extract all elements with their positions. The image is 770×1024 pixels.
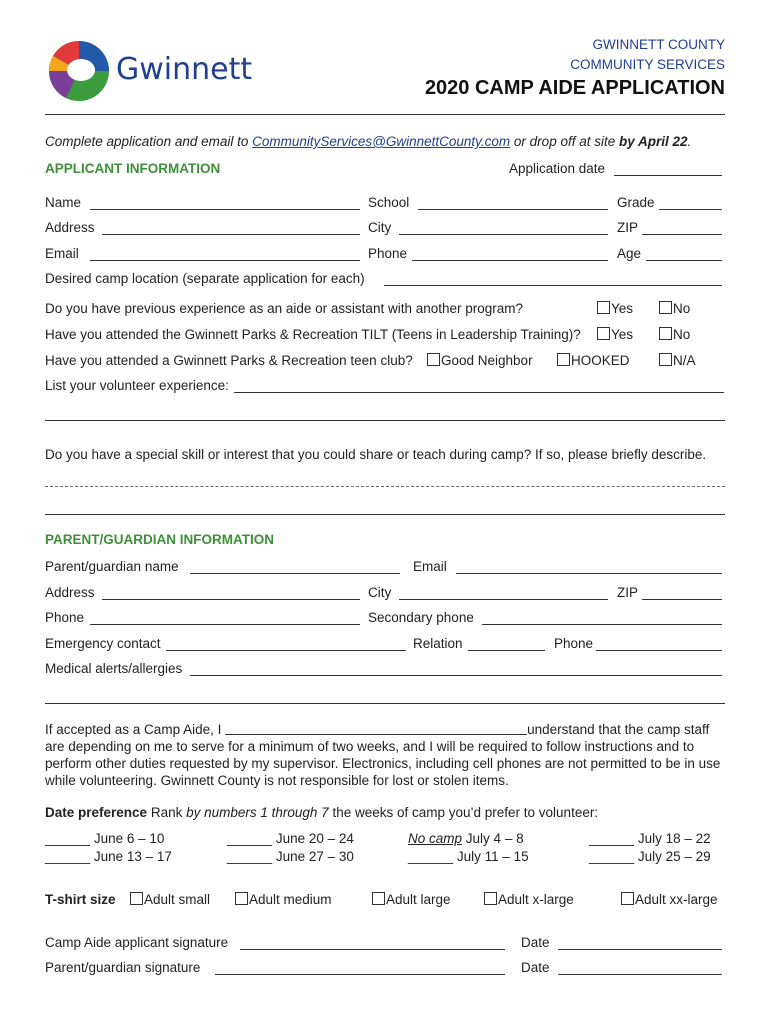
checkbox[interactable] (557, 353, 570, 366)
phone-field[interactable] (412, 260, 608, 261)
parent-heading: PARENT/GUARDIAN INFORMATION (45, 532, 274, 547)
date-pref-rank: Rank (147, 805, 187, 820)
week-4[interactable] (227, 849, 354, 864)
tshirt-small[interactable] (130, 892, 210, 907)
medical-field[interactable] (190, 675, 722, 676)
phone-label: Phone (368, 246, 408, 261)
application-date-label: Application date (509, 161, 606, 176)
tilt-no[interactable] (659, 327, 690, 342)
rank-blank[interactable]: ______ (227, 831, 273, 846)
volunteer-label: List your volunteer experience: (45, 378, 229, 393)
week-label: June 13 – 17 (93, 849, 172, 864)
checkbox[interactable] (484, 892, 497, 905)
name-label: Name (45, 195, 82, 210)
experience-yes[interactable] (597, 301, 633, 316)
parent-date-label: Date (521, 960, 550, 975)
rank-blank[interactable]: ______ (589, 849, 635, 864)
parent-email-label: Email (413, 559, 447, 574)
intro-prefix: Complete application and email to (45, 134, 253, 149)
week-6[interactable] (408, 849, 529, 864)
week-2[interactable] (45, 849, 172, 864)
yes-label: Yes (611, 301, 634, 316)
applicant-date-field[interactable] (558, 949, 722, 950)
intro-end: . (687, 134, 692, 149)
parent-signature-label: Parent/guardian signature (45, 960, 201, 975)
applicant-heading: APPLICANT INFORMATION (45, 161, 221, 176)
week-label: June 20 – 24 (275, 831, 354, 846)
secondary-phone-field[interactable] (482, 624, 722, 625)
city-label: City (368, 220, 392, 235)
org-line-2: COMMUNITY SERVICES (570, 57, 725, 72)
parent-city-label: City (368, 585, 392, 600)
logo-wordmark: Gwinnett (116, 52, 253, 87)
size-label: Adult small (144, 892, 211, 907)
applicant-signature-field[interactable] (240, 949, 505, 950)
week-label: July 4 – 8 (465, 831, 524, 846)
tshirt-xlarge[interactable] (484, 892, 574, 907)
yes-label: Yes (611, 327, 634, 342)
grade-field[interactable] (659, 209, 722, 210)
parent-phone-label: Phone (45, 610, 85, 625)
week-8[interactable] (589, 849, 711, 864)
relation-field[interactable] (468, 650, 545, 651)
application-date-field[interactable] (614, 175, 722, 176)
header-rule (45, 114, 725, 115)
emergency-phone-label: Phone (554, 636, 594, 651)
hooked-label: HOOKED (571, 353, 630, 368)
grade-label: Grade (617, 195, 655, 210)
medical-field-2[interactable] (45, 703, 725, 704)
parent-email-field[interactable] (456, 573, 722, 574)
rank-blank[interactable]: ______ (227, 849, 273, 864)
agreement-text-2: understand that the camp staff are depending on me to serve for a minimum of two weeks, and I will be required to follow instructions and to perform other duties requested by my supervisor. Electronics, including cell phones are not permitted to be in use while volunteering. Gwinnett County is not responsible for lost or stolen items. (45, 722, 721, 788)
name-field[interactable] (90, 209, 360, 210)
checkbox[interactable] (597, 327, 610, 340)
volunteer-field-2[interactable] (45, 420, 725, 421)
tilt-yes[interactable] (597, 327, 633, 342)
tshirt-label: T-shirt size (45, 892, 116, 907)
parent-zip-field[interactable] (642, 599, 722, 600)
date-preference-label (45, 805, 598, 820)
checkbox[interactable] (621, 892, 634, 905)
intro-middle: or drop off at site (510, 134, 619, 149)
size-label: Adult xx-large (635, 892, 718, 907)
parent-phone-field[interactable] (90, 624, 360, 625)
email-link[interactable]: CommunityServices@GwinnettCounty.com (252, 134, 511, 149)
medical-label: Medical alerts/allergies (45, 661, 183, 676)
school-label: School (368, 195, 410, 210)
zip-label: ZIP (617, 220, 639, 235)
experience-question: Do you have previous experience as an aide or assistant with another program? (45, 301, 524, 316)
emergency-contact-field[interactable] (166, 650, 406, 651)
tshirt-medium[interactable] (235, 892, 332, 907)
experience-no[interactable] (659, 301, 690, 316)
date-pref-end: the weeks of camp you’d prefer to volunteer: (328, 805, 599, 820)
gwinnett-logo-mark (48, 40, 110, 102)
checkbox[interactable] (235, 892, 248, 905)
rank-blank[interactable]: ______ (589, 831, 635, 846)
special-skill-question: Do you have a special skill or interest that you could share or teach during camp? If so, please briefly describe. (45, 447, 707, 462)
agreement-paragraph (45, 721, 725, 789)
city-field[interactable] (399, 234, 608, 235)
size-label: Adult large (386, 892, 451, 907)
relation-label: Relation (413, 636, 463, 651)
week-label: July 25 – 29 (637, 849, 711, 864)
size-label: Adult x-large (498, 892, 574, 907)
parent-name-field[interactable] (190, 573, 400, 574)
week-7[interactable] (589, 831, 711, 846)
parent-city-field[interactable] (399, 599, 608, 600)
desired-location-label: Desired camp location (separate application for each) (45, 271, 365, 286)
tshirt-large[interactable] (372, 892, 451, 907)
age-field[interactable] (646, 260, 722, 261)
email-label: Email (45, 246, 79, 261)
emergency-contact-label: Emergency contact (45, 636, 161, 651)
date-pref-bold: Date preference (45, 805, 148, 820)
parent-address-field[interactable] (102, 599, 360, 600)
checkbox[interactable] (659, 301, 672, 314)
no-label: No (673, 301, 691, 316)
org-line-1: GWINNETT COUNTY (592, 37, 725, 52)
no-label: No (673, 327, 691, 342)
volunteer-field[interactable] (234, 392, 724, 393)
size-label: Adult medium (249, 892, 332, 907)
week-label: June 27 – 30 (275, 849, 354, 864)
club-hooked[interactable] (557, 353, 630, 368)
checkbox[interactable] (597, 301, 610, 314)
na-label: N/A (673, 353, 696, 368)
intro-text (45, 134, 691, 149)
week-label: July 11 – 15 (456, 849, 529, 864)
week-no-camp (408, 831, 524, 846)
special-skill-field[interactable] (45, 486, 725, 487)
tilt-question: Have you attended the Gwinnett Parks & Recreation TILT (Teens in Leadership Training)? (45, 327, 581, 342)
tshirt-xxlarge[interactable] (621, 892, 718, 907)
age-label: Age (617, 246, 642, 261)
address-label: Address (45, 220, 95, 235)
week-1[interactable] (45, 831, 164, 846)
rank-blank[interactable]: ______ (45, 831, 91, 846)
email-field[interactable] (90, 260, 360, 261)
gwinnett-logo (48, 40, 253, 104)
agreement-text-1: If accepted as a Camp Aide, I (45, 722, 226, 737)
checkbox[interactable] (130, 892, 143, 905)
emergency-phone-field[interactable] (596, 650, 722, 651)
parent-signature-field[interactable] (215, 974, 505, 975)
club-na[interactable] (659, 353, 696, 368)
good-neighbor-label: Good Neighbor (441, 353, 533, 368)
no-camp-label: No camp (408, 831, 463, 846)
week-3[interactable] (227, 831, 354, 846)
checkbox[interactable] (372, 892, 385, 905)
parent-date-field[interactable] (558, 974, 722, 975)
zip-field[interactable] (642, 234, 722, 235)
applicant-date-label: Date (521, 935, 550, 950)
checkbox[interactable] (427, 353, 440, 366)
applicant-signature-label: Camp Aide applicant signature (45, 935, 229, 950)
address-field[interactable] (102, 234, 360, 235)
club-good-neighbor[interactable] (427, 353, 533, 368)
parent-zip-label: ZIP (617, 585, 639, 600)
rank-blank[interactable]: ______ (45, 849, 91, 864)
form-title: 2020 CAMP AIDE APPLICATION (424, 77, 725, 99)
parent-address-label: Address (45, 585, 95, 600)
week-label: July 18 – 22 (637, 831, 711, 846)
date-pref-italic: by numbers 1 through 7 (186, 805, 329, 820)
secondary-phone-label: Secondary phone (368, 610, 474, 625)
club-question: Have you attended a Gwinnett Parks & Recreation teen club? (45, 353, 413, 368)
school-field[interactable] (418, 209, 608, 210)
intro-deadline: by April 22 (618, 134, 688, 149)
week-label: June 6 – 10 (93, 831, 165, 846)
checkbox[interactable] (659, 327, 672, 340)
desired-location-field[interactable] (384, 285, 722, 286)
parent-name-label: Parent/guardian name (45, 559, 179, 574)
special-skill-field-2[interactable] (45, 514, 725, 515)
rank-blank[interactable]: ______ (408, 849, 454, 864)
checkbox[interactable] (659, 353, 672, 366)
agreement-name-field[interactable] (225, 722, 527, 735)
